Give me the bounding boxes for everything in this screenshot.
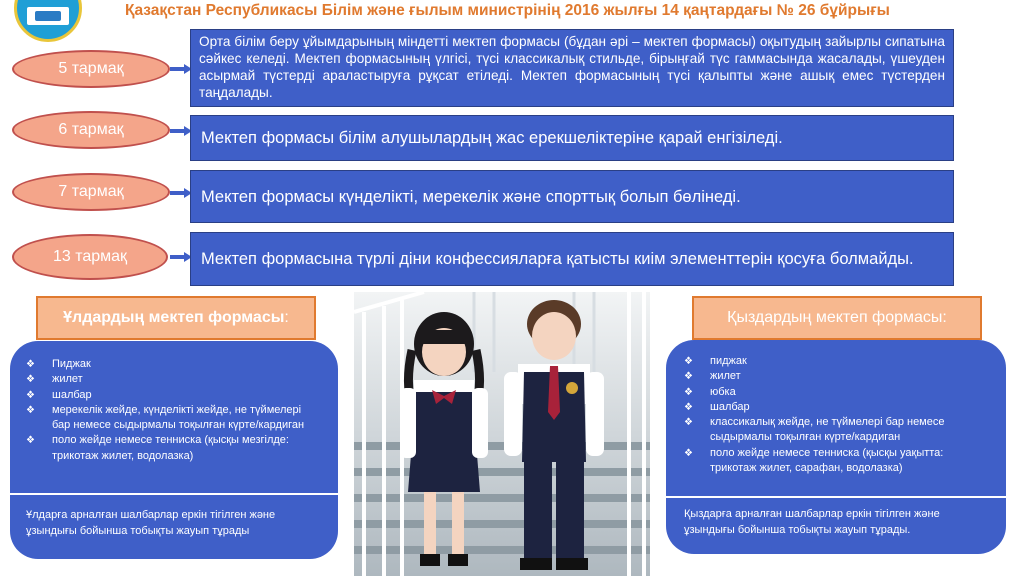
girls-uniform-panel — [666, 340, 1006, 554]
diamond-bullet-icon: ❖ — [684, 447, 693, 459]
diamond-bullet-icon: ❖ — [26, 389, 35, 401]
clause-text-7: Мектеп формасы күнделікті, мерекелік және спорттық болып бөлінеді. — [190, 170, 954, 223]
clause-label-13: 13 тармақ — [12, 234, 168, 280]
list-item: ❖ жилет — [684, 369, 990, 384]
panel-divider — [10, 493, 338, 495]
girls-uniform-list — [684, 354, 990, 476]
list-item: ❖ юбка — [684, 385, 990, 400]
arrow-right-icon — [170, 188, 192, 198]
students-photo — [354, 292, 650, 576]
ministry-logo-icon — [14, 0, 82, 42]
boys-trousers-note: Ұлдарға арналған шалбарлар еркін тігілген және ұзындығы бойынша тобықты жауып тұрады — [26, 509, 276, 537]
boys-uniform-title-colon: : — [284, 309, 289, 326]
diamond-bullet-icon: ❖ — [684, 356, 693, 367]
diamond-bullet-icon: ❖ — [26, 435, 35, 447]
boys-uniform-list — [26, 357, 322, 464]
arrow-right-icon — [170, 126, 192, 136]
clause-text-6: Мектеп формасы білім алушылардың жас ерекшеліктеріне қарай енгізіледі. — [190, 115, 954, 161]
page-title: Қазақстан Республикасы Білім және ғылым министрінің 2016 жылғы 14 қаңтардағы № 26 бұйрығы — [125, 2, 890, 19]
diamond-bullet-icon: ❖ — [26, 404, 35, 416]
list-item: ❖ поло жейде немесе тенниска (қысқы мезгілде: трикотаж жилет, водолазка) — [26, 434, 289, 462]
boys-uniform-title: Ұлдардың мектеп формасы — [63, 309, 285, 326]
list-item: ❖ шалбар — [26, 388, 322, 403]
arrow-right-icon — [170, 64, 192, 74]
arrow-right-icon — [170, 252, 192, 262]
girls-uniform-title: Қыздардың мектеп формасы: — [727, 309, 947, 326]
boys-uniform-panel — [10, 341, 338, 559]
panel-divider — [666, 496, 1006, 498]
diamond-bullet-icon: ❖ — [26, 359, 35, 370]
clause-label-7: 7 тармақ — [12, 173, 170, 211]
list-item: ❖ мерекелік жейде, күнделікті жейде, не түймелері бар немесе сыдырмалы тоқылған күрте/кардиган — [26, 403, 305, 432]
girls-trousers-note: Қыздарға арналған шалбарлар еркін тігілген және ұзындығы бойынша тобықты жауып тұрады. — [684, 508, 940, 536]
list-item: ❖ жилет — [26, 372, 322, 387]
diamond-bullet-icon: ❖ — [684, 386, 693, 398]
list-item: ❖ пиджак — [684, 354, 990, 369]
boys-uniform-header — [36, 296, 316, 340]
diamond-bullet-icon: ❖ — [684, 417, 693, 429]
list-item: ❖ классикалық жейде, не түймелері бар немесе сыдырмалы тоқылған күрте/кардиган — [684, 416, 945, 444]
clause-text-13: Мектеп формасына түрлі діни конфессияларға қатысты киім элементтерін қосуға болмайды. — [190, 232, 954, 286]
clause-text-5: Орта білім беру ұйымдарының міндетті мектеп формасы (бұдан әрі – мектеп формасы) оқытудың зайырлы сипатына сәйкес келеді. Мектеп формасының үлгісі, түсі классикалық стильде, бірыңғай түс гаммасында жасалады, үшеуден асырмай түстерді араластыруға рұқсат етіледі. Мектеп формасының түсі қалыпты және ашық емес түстерден таңдалады. — [190, 29, 954, 107]
diamond-bullet-icon: ❖ — [684, 371, 693, 383]
list-item: ❖ Пиджак — [26, 357, 322, 372]
girls-uniform-header — [692, 296, 982, 340]
clause-label-6: 6 тармақ — [12, 111, 170, 149]
diamond-bullet-icon: ❖ — [26, 374, 35, 386]
clause-label-5: 5 тармақ — [12, 50, 170, 88]
list-item: ❖ поло жейде немесе тенниска (қысқы уақытта: трикотаж жилет, сарафан, водолазка) — [684, 446, 944, 475]
diamond-bullet-icon: ❖ — [684, 401, 693, 413]
list-item: ❖ шалбар — [684, 400, 990, 415]
